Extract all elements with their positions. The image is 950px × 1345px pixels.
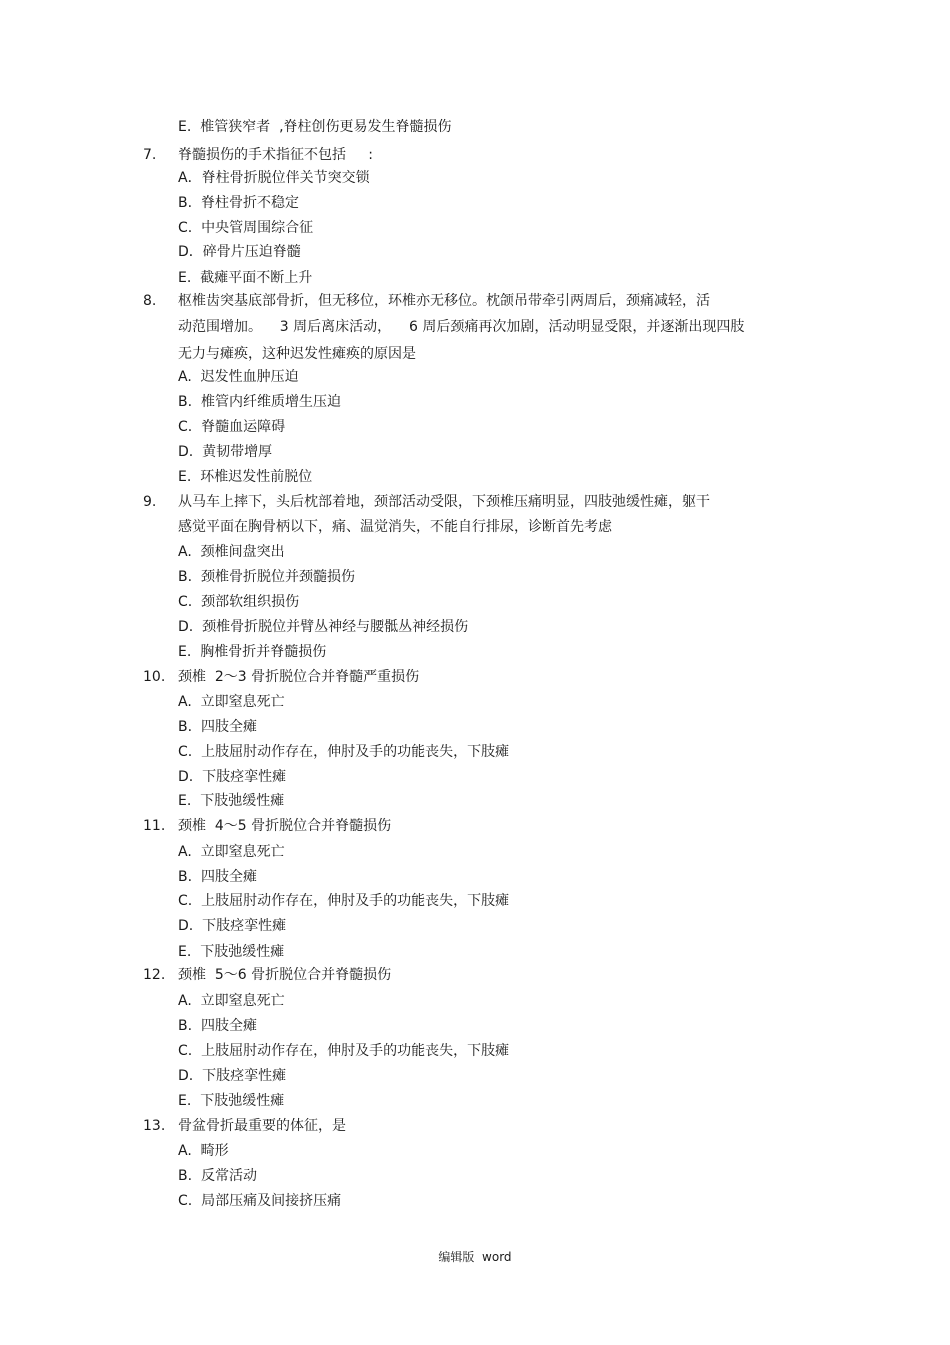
answer-option: C. 颈部软组织损伤 xyxy=(178,594,300,610)
answer-option: E. 截瘫平面不断上升 xyxy=(178,270,313,286)
question-number: 7. xyxy=(143,147,157,163)
answer-option: B. 脊柱骨折不稳定 xyxy=(178,195,299,211)
question-text: 动范围增加。 3 周后离床活动， 6 周后颈痛再次加剧，活动明显受限，并逐渐出现四肢 xyxy=(178,319,745,335)
answer-option: D. 颈椎骨折脱位并臂丛神经与腰骶丛神经损伤 xyxy=(178,619,469,635)
question-text: 枢椎齿突基底部骨折，但无移位，环椎亦无移位。枕颌吊带牵引两周后，颈痛减轻，活 xyxy=(178,293,710,309)
question-number: 13. xyxy=(143,1118,166,1134)
answer-option: A. 立即窒息死亡 xyxy=(178,694,285,710)
answer-option: C. 上肢屈肘动作存在，伸肘及手的功能丧失，下肢瘫 xyxy=(178,744,510,760)
answer-option: E. 胸椎骨折并脊髓损伤 xyxy=(178,644,327,660)
answer-option: A. 畸形 xyxy=(178,1143,229,1159)
answer-option: A. 立即窒息死亡 xyxy=(178,844,285,860)
answer-option: C. 上肢屈肘动作存在，伸肘及手的功能丧失，下肢瘫 xyxy=(178,893,510,909)
question-number: 12. xyxy=(143,967,166,983)
answer-option: B. 四肢全瘫 xyxy=(178,1018,257,1034)
answer-option: B. 椎管内纤维质增生压迫 xyxy=(178,394,341,410)
question-text: 颈椎 2～3 骨折脱位合并脊髓严重损伤 xyxy=(178,669,420,685)
answer-option: E. 环椎迟发性前脱位 xyxy=(178,469,313,485)
answer-option: E. 下肢弛缓性瘫 xyxy=(178,944,285,960)
answer-option: D．碎骨片压迫脊髓 xyxy=(178,244,301,260)
answer-option: A. 立即窒息死亡 xyxy=(178,993,285,1009)
answer-option: B. 颈椎骨折脱位并颈髓损伤 xyxy=(178,569,355,585)
answer-option: C. 中央管周围综合征 xyxy=(178,220,314,236)
page-footer: 编辑版 word xyxy=(438,1250,512,1264)
question-text: 颈椎 4～5 骨折脱位合并脊髓损伤 xyxy=(178,818,392,834)
answer-option: A. 迟发性血肿压迫 xyxy=(178,369,299,385)
answer-option: E. 椎管狭窄者 ,脊柱创伤更易发生脊髓损伤 xyxy=(178,119,452,135)
question-text: 从马车上摔下，头后枕部着地，颈部活动受限，下颈椎压痛明显，四肢弛缓性瘫，躯干 xyxy=(178,494,710,510)
answer-option: B. 四肢全瘫 xyxy=(178,719,257,735)
question-text: 感觉平面在胸骨柄以下，痛、温觉消失，不能自行排尿，诊断首先考虑 xyxy=(178,519,612,535)
answer-option: C. 局部压痛及间接挤压痛 xyxy=(178,1193,342,1209)
answer-option: A．脊柱骨折脱位伴关节突交锁 xyxy=(178,170,370,186)
answer-option: D. 下肢痉挛性瘫 xyxy=(178,769,287,785)
answer-option: E. 下肢弛缓性瘫 xyxy=(178,1093,285,1109)
answer-option: D. 下肢痉挛性瘫 xyxy=(178,1068,287,1084)
question-text: 颈椎 5～6 骨折脱位合并脊髓损伤 xyxy=(178,967,392,983)
question-text: 脊髓损伤的手术指征不包括 : xyxy=(178,147,373,163)
answer-option: B. 四肢全瘫 xyxy=(178,869,257,885)
answer-option: D. 黄韧带增厚 xyxy=(178,444,273,460)
question-text: 无力与瘫痪，这种迟发性瘫痪的原因是 xyxy=(178,346,416,362)
question-number: 10. xyxy=(143,669,166,685)
answer-option: C. 脊髓血运障碍 xyxy=(178,419,286,435)
question-number: 9. xyxy=(143,494,157,510)
answer-option: B. 反常活动 xyxy=(178,1168,257,1184)
question-text: 骨盆骨折最重要的体征，是 xyxy=(178,1118,346,1134)
answer-option: D. 下肢痉挛性瘫 xyxy=(178,918,287,934)
answer-option: E. 下肢弛缓性瘫 xyxy=(178,793,285,809)
question-number: 8. xyxy=(143,293,157,309)
answer-option: C. 上肢屈肘动作存在，伸肘及手的功能丧失，下肢瘫 xyxy=(178,1043,510,1059)
answer-option: A. 颈椎间盘突出 xyxy=(178,544,285,560)
question-number: 11. xyxy=(143,818,166,834)
